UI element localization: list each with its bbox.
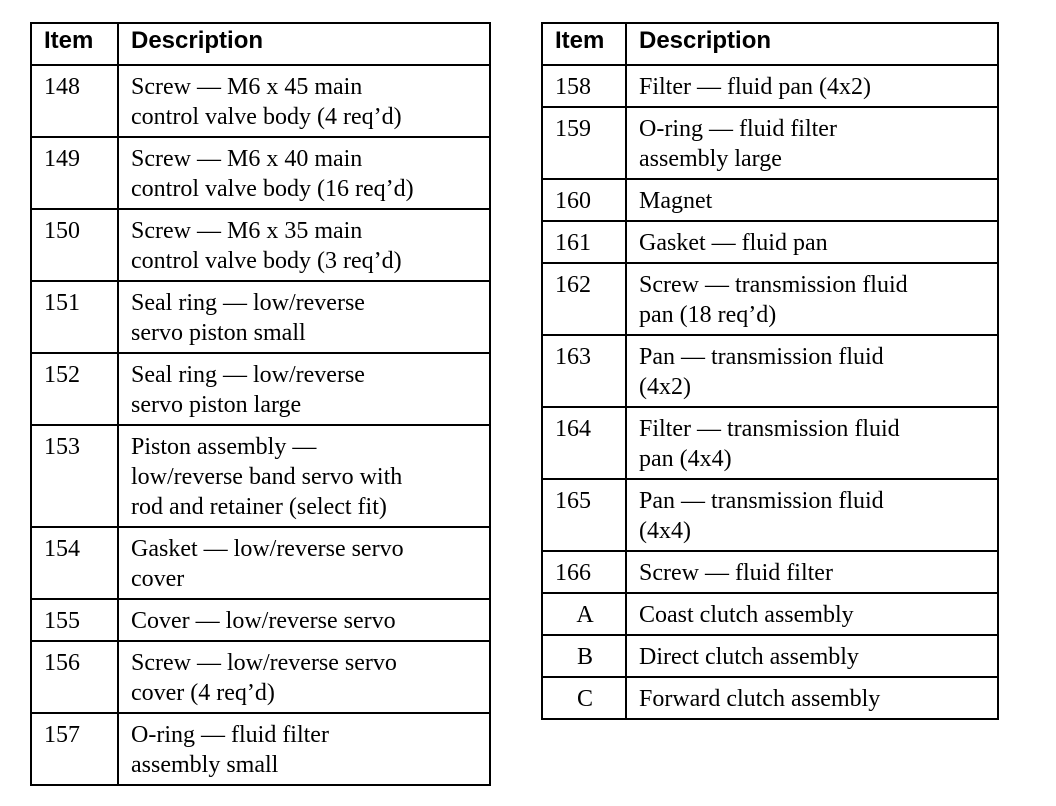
item-number: 153 (31, 425, 118, 527)
item-number: 151 (31, 281, 118, 353)
item-description: Gasket — fluid pan (626, 221, 998, 263)
item-letter: A (542, 593, 626, 635)
table-row (542, 221, 998, 263)
table-row (31, 209, 490, 281)
table-row (31, 641, 490, 713)
item-number: 149 (31, 137, 118, 209)
item-description: Seal ring — low/reverse servo piston small (118, 281, 490, 353)
item-number: 150 (31, 209, 118, 281)
item-number: 154 (31, 527, 118, 599)
item-number: 148 (31, 65, 118, 137)
table-row (31, 353, 490, 425)
item-description: Cover — low/reverse servo (118, 599, 490, 641)
item-description: Pan — transmission fluid (4x2) (626, 335, 998, 407)
item-number: 161 (542, 221, 626, 263)
table-row (542, 407, 998, 479)
item-description: Magnet (626, 179, 998, 221)
item-description: Pan — transmission fluid (4x4) (626, 479, 998, 551)
item-number: 155 (31, 599, 118, 641)
table-row (542, 335, 998, 407)
table-row (31, 137, 490, 209)
item-number: 159 (542, 107, 626, 179)
item-description: Screw — M6 x 35 main control valve body (3 req’d) (118, 209, 490, 281)
item-number: 157 (31, 713, 118, 785)
item-number: 156 (31, 641, 118, 713)
item-description: Piston assembly — low/reverse band servo with rod and retainer (select fit) (118, 425, 490, 527)
parts-table-left (30, 22, 491, 786)
table-row (542, 593, 998, 635)
item-description: Forward clutch assembly (626, 677, 998, 719)
item-column-header: Item (542, 23, 626, 65)
table-body-right (542, 65, 998, 719)
item-description: Screw — low/reverse servo cover (4 req’d) (118, 641, 490, 713)
table-row (31, 65, 490, 137)
table-row (542, 65, 998, 107)
item-description: O-ring — fluid filter assembly small (118, 713, 490, 785)
table-row (31, 281, 490, 353)
item-letter: B (542, 635, 626, 677)
table-row (542, 263, 998, 335)
item-description: Coast clutch assembly (626, 593, 998, 635)
item-number: 164 (542, 407, 626, 479)
item-description: Filter — fluid pan (4x2) (626, 65, 998, 107)
item-description: Filter — transmission fluid pan (4x4) (626, 407, 998, 479)
table-row (31, 527, 490, 599)
table-row (542, 551, 998, 593)
item-description: Gasket — low/reverse servo cover (118, 527, 490, 599)
table-row (31, 425, 490, 527)
item-column-header: Item (31, 23, 118, 65)
description-column-header: Description (626, 23, 998, 65)
item-description: O-ring — fluid filter assembly large (626, 107, 998, 179)
item-description: Seal ring — low/reverse servo piston large (118, 353, 490, 425)
item-number: 152 (31, 353, 118, 425)
item-description: Screw — fluid filter (626, 551, 998, 593)
item-number: 158 (542, 65, 626, 107)
table-row (31, 599, 490, 641)
item-letter: C (542, 677, 626, 719)
table-body-left (31, 65, 490, 785)
description-column-header: Description (118, 23, 490, 65)
table-row (31, 713, 490, 785)
item-description: Screw — M6 x 40 main control valve body (16 req’d) (118, 137, 490, 209)
item-number: 162 (542, 263, 626, 335)
item-number: 163 (542, 335, 626, 407)
table-header-row (31, 23, 490, 65)
item-description: Screw — transmission fluid pan (18 req’d) (626, 263, 998, 335)
parts-table-right (541, 22, 999, 720)
table-row (542, 635, 998, 677)
item-description: Screw — M6 x 45 main control valve body (4 req’d) (118, 65, 490, 137)
item-description: Direct clutch assembly (626, 635, 998, 677)
item-number: 160 (542, 179, 626, 221)
table-row (542, 677, 998, 719)
table-row (542, 179, 998, 221)
table-header-row (542, 23, 998, 65)
item-number: 165 (542, 479, 626, 551)
item-number: 166 (542, 551, 626, 593)
table-row (542, 479, 998, 551)
table-row (542, 107, 998, 179)
